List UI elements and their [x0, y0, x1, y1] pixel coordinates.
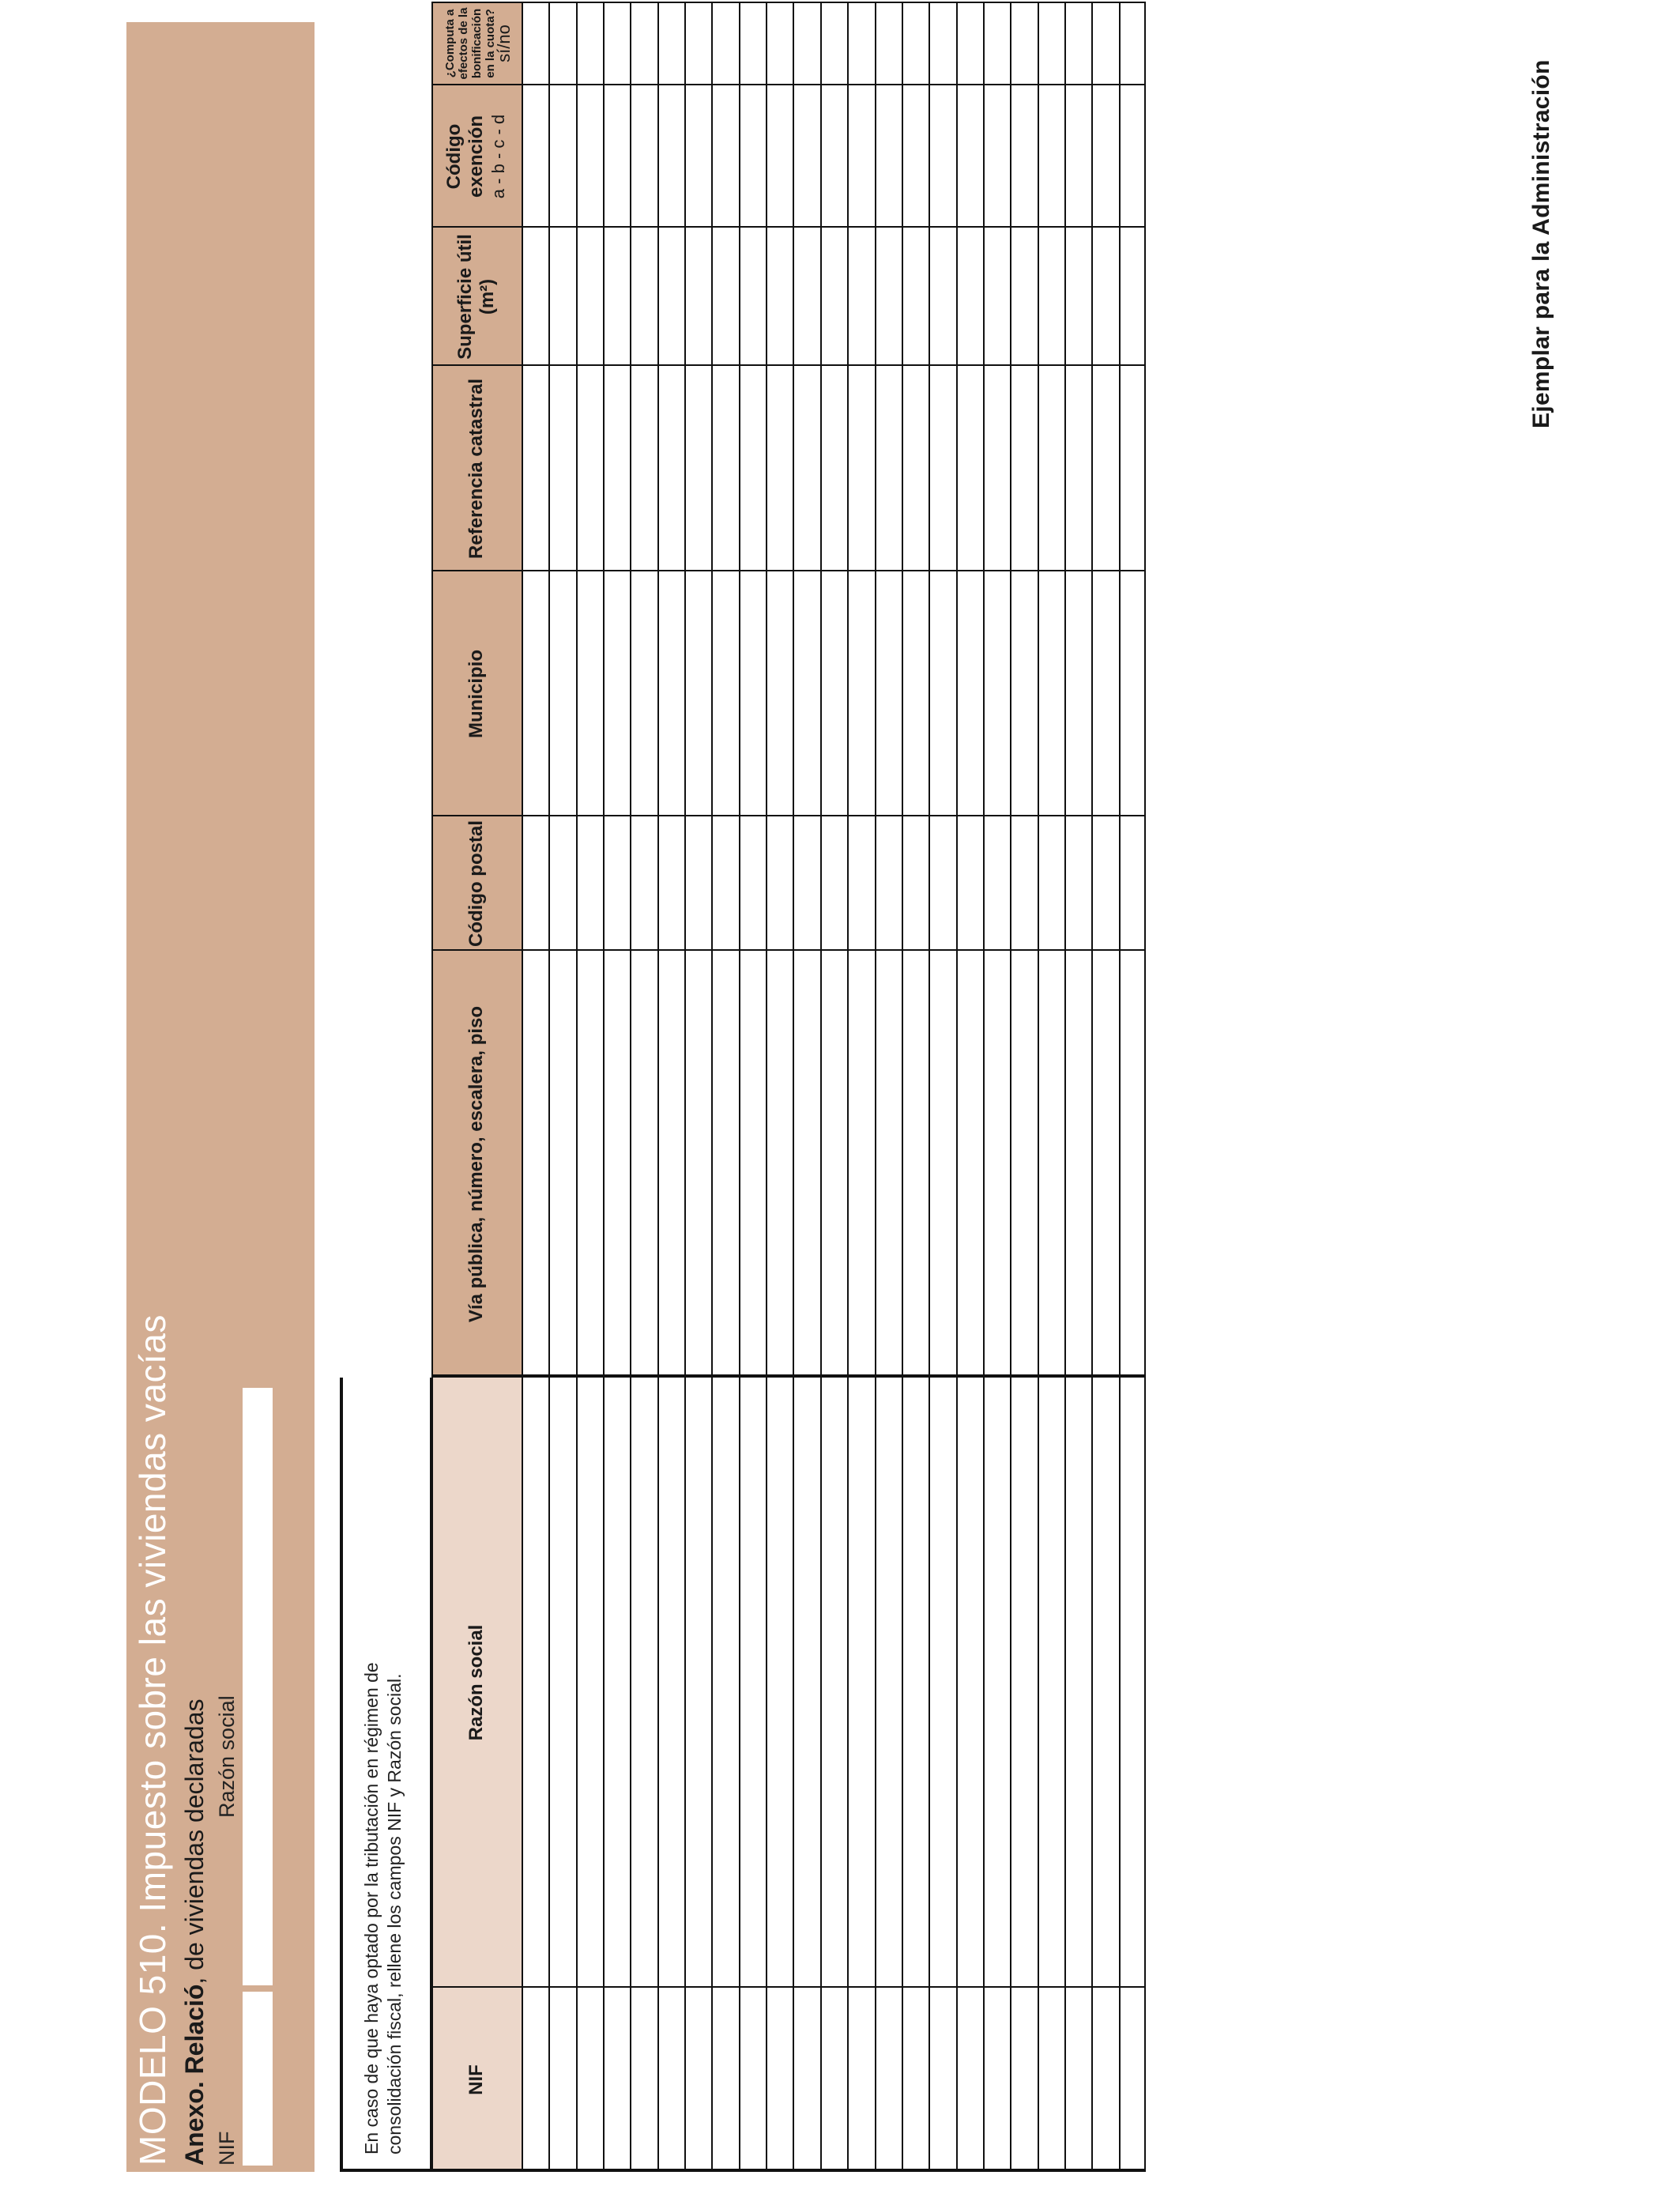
table-cell[interactable]: [875, 2, 902, 85]
table-cell[interactable]: [657, 816, 684, 951]
table-cell[interactable]: [711, 571, 738, 816]
table-cell[interactable]: [576, 1378, 603, 1988]
razon-social-field[interactable]: [243, 1388, 273, 1985]
table-cell[interactable]: [711, 85, 738, 228]
table-cell[interactable]: [630, 1988, 657, 2172]
table-cell[interactable]: [576, 366, 603, 571]
table-cell[interactable]: [548, 1378, 575, 1988]
table-row-rule: [1091, 2, 1093, 2172]
table-cell[interactable]: [548, 1988, 575, 2172]
table-cell[interactable]: [603, 2, 630, 85]
table-cell[interactable]: [522, 228, 548, 366]
viviendas-table: [431, 2, 1146, 2172]
column-header-label: Superficie útil (m²): [454, 234, 498, 360]
table-cell[interactable]: [793, 366, 819, 571]
table-cell[interactable]: [820, 571, 847, 816]
column-header-label: Referencia catastral: [465, 378, 487, 560]
table-cell[interactable]: [1091, 85, 1118, 228]
table-cell[interactable]: [847, 816, 874, 951]
table-cell[interactable]: [983, 85, 1010, 228]
table-cell[interactable]: [902, 366, 929, 571]
table-cell[interactable]: [1091, 2, 1118, 85]
table-cell[interactable]: [1010, 1988, 1037, 2172]
column-header-label: Código postal: [465, 820, 487, 947]
table-cell[interactable]: [902, 2, 929, 85]
consolidation-note: En caso de que haya optado por la tributación en régimen de consolidación fiscal, rellene los campos NIF y Razón social.: [361, 1662, 405, 2154]
table-row-rule: [657, 2, 659, 2172]
table-cell[interactable]: [630, 366, 657, 571]
copy-designation: Ejemplar para la Administración: [1528, 59, 1554, 428]
table-cell[interactable]: [522, 366, 548, 571]
table-cell[interactable]: [576, 1988, 603, 2172]
table-cell[interactable]: [576, 85, 603, 228]
table-cell[interactable]: [684, 951, 711, 1378]
table-cell[interactable]: [522, 2, 548, 85]
table-cell[interactable]: [1038, 366, 1064, 571]
table-cell[interactable]: [956, 1988, 983, 2172]
table-cell[interactable]: [739, 571, 766, 816]
nif-label: NIF: [215, 2131, 239, 2166]
table-row-rule: [956, 2, 958, 2172]
table-row-rule: [1038, 2, 1039, 2172]
table-cell[interactable]: [956, 816, 983, 951]
table-cell[interactable]: [657, 2, 684, 85]
table-cell[interactable]: [820, 228, 847, 366]
table-cell[interactable]: [875, 571, 902, 816]
column-header-codigo-exencion: [431, 85, 522, 228]
table-row-rule: [1144, 2, 1146, 2172]
table-cell[interactable]: [739, 85, 766, 228]
table-cell[interactable]: [630, 571, 657, 816]
column-header-sub: a - b - c - d: [488, 114, 508, 199]
table-cell[interactable]: [1064, 571, 1091, 816]
column-header-municipio: [431, 571, 522, 816]
column-header-label: Vía pública, número, escalera, piso: [465, 1005, 487, 1323]
table-cell[interactable]: [1010, 816, 1037, 951]
table-cell[interactable]: [766, 816, 793, 951]
table-cell[interactable]: [522, 951, 548, 1378]
table-cell[interactable]: [739, 366, 766, 571]
table-cell[interactable]: [766, 1378, 793, 1988]
table-cell[interactable]: [630, 2, 657, 85]
table-cell[interactable]: [793, 1988, 819, 2172]
table-cell[interactable]: [766, 366, 793, 571]
column-header-sub: sí/no: [493, 25, 514, 62]
table-cell[interactable]: [739, 1988, 766, 2172]
column-header-nif: [431, 1988, 522, 2172]
table-cell[interactable]: [630, 1378, 657, 1988]
column-header-label: NIF: [465, 2064, 487, 2095]
table-cell[interactable]: [603, 571, 630, 816]
table-row-rule: [603, 2, 605, 2172]
table-cell[interactable]: [956, 571, 983, 816]
table-cell[interactable]: [548, 366, 575, 571]
table-cell[interactable]: [548, 228, 575, 366]
table-top-rule: [431, 2, 433, 2172]
table-cell[interactable]: [929, 2, 955, 85]
table-cell[interactable]: [684, 228, 711, 366]
table-cell[interactable]: [983, 228, 1010, 366]
table-cell[interactable]: [1091, 571, 1118, 816]
subtitle-bold: Anexo. Relació: [180, 1984, 209, 2166]
table-cell[interactable]: [847, 85, 874, 228]
table-cell[interactable]: [657, 571, 684, 816]
table-cell[interactable]: [956, 1378, 983, 1988]
table-cell[interactable]: [603, 366, 630, 571]
column-header-label: Razón social: [465, 1624, 487, 1741]
form-subtitle: [180, 1698, 209, 2166]
table-cell[interactable]: [684, 2, 711, 85]
table-row-rule: [820, 2, 822, 2172]
table-cell[interactable]: [956, 366, 983, 571]
table-row-rule: [711, 2, 713, 2172]
table-cell[interactable]: [983, 2, 1010, 85]
table-cell[interactable]: [820, 366, 847, 571]
column-header-codigo-postal: [431, 816, 522, 951]
table-row-rule: [1064, 2, 1066, 2172]
table-cell[interactable]: [875, 951, 902, 1378]
table-cell[interactable]: [522, 1988, 548, 2172]
razon-social-label: Razón social: [215, 1695, 239, 1818]
table-cell[interactable]: [956, 2, 983, 85]
table-cell[interactable]: [983, 571, 1010, 816]
table-cell[interactable]: [847, 366, 874, 571]
table-cell[interactable]: [548, 816, 575, 951]
table-cell[interactable]: [1091, 228, 1118, 366]
table-cell[interactable]: [875, 1988, 902, 2172]
table-cell[interactable]: [684, 1988, 711, 2172]
table-cell[interactable]: [1038, 228, 1064, 366]
table-cell[interactable]: [1091, 951, 1118, 1378]
table-cell[interactable]: [847, 951, 874, 1378]
table-cell[interactable]: [820, 816, 847, 951]
table-cell[interactable]: [522, 571, 548, 816]
table-row-rule: [766, 2, 767, 2172]
table-cell[interactable]: [711, 2, 738, 85]
table-cell[interactable]: [603, 228, 630, 366]
form-title: MODELO 510. Impuesto sobre las viviendas vacías: [132, 1314, 173, 2166]
table-cell[interactable]: [929, 228, 955, 366]
table-cell[interactable]: [847, 571, 874, 816]
table-cell[interactable]: [657, 366, 684, 571]
table-cell[interactable]: [548, 951, 575, 1378]
table-row-rule: [630, 2, 631, 2172]
table-cell[interactable]: [1010, 366, 1037, 571]
table-cell[interactable]: [983, 366, 1010, 571]
column-header-via-publica: [431, 951, 522, 1378]
table-cell[interactable]: [766, 951, 793, 1378]
table-row-rule: [929, 2, 930, 2172]
table-cell[interactable]: [1064, 366, 1091, 571]
table-cell[interactable]: [1064, 228, 1091, 366]
table-cell[interactable]: [793, 951, 819, 1378]
table-cell[interactable]: [603, 85, 630, 228]
table-cell[interactable]: [902, 85, 929, 228]
table-cell[interactable]: [847, 1378, 874, 1988]
table-cell[interactable]: [1010, 1378, 1037, 1988]
table-cell[interactable]: [603, 1988, 630, 2172]
table-cell[interactable]: [793, 85, 819, 228]
table-cell[interactable]: [1038, 816, 1064, 951]
column-header-label: Código exención: [443, 115, 487, 198]
table-cell[interactable]: [739, 951, 766, 1378]
table-cell[interactable]: [684, 571, 711, 816]
table-cell[interactable]: [1119, 816, 1146, 951]
table-cell[interactable]: [522, 1378, 548, 1988]
table-cell[interactable]: [875, 85, 902, 228]
table-cell[interactable]: [739, 816, 766, 951]
table-cell[interactable]: [820, 1988, 847, 2172]
table-row-rule: [1010, 2, 1011, 2172]
table-cell[interactable]: [1119, 951, 1146, 1378]
table-cell[interactable]: [929, 366, 955, 571]
table-cell[interactable]: [1119, 1988, 1146, 2172]
table-cell[interactable]: [1038, 2, 1064, 85]
table-cell[interactable]: [548, 2, 575, 85]
table-cell[interactable]: [711, 1988, 738, 2172]
table-cell[interactable]: [820, 951, 847, 1378]
table-cell[interactable]: [902, 1988, 929, 2172]
table-cell[interactable]: [1010, 228, 1037, 366]
table-cell[interactable]: [847, 1988, 874, 2172]
table-cell[interactable]: [902, 228, 929, 366]
table-cell[interactable]: [929, 951, 955, 1378]
table-cell[interactable]: [576, 951, 603, 1378]
table-cell[interactable]: [684, 366, 711, 571]
table-cell[interactable]: [684, 1378, 711, 1988]
header-band: [126, 22, 315, 2172]
table-cell[interactable]: [603, 951, 630, 1378]
table-cell[interactable]: [630, 228, 657, 366]
table-cell[interactable]: [711, 228, 738, 366]
column-header-label: Municipio: [465, 650, 487, 738]
table-cell[interactable]: [1038, 85, 1064, 228]
table-cell[interactable]: [1064, 1988, 1091, 2172]
table-cell[interactable]: [1119, 1378, 1146, 1988]
column-header-referencia-catastral: [431, 366, 522, 571]
table-cell[interactable]: [1010, 951, 1037, 1378]
table-cell[interactable]: [1091, 816, 1118, 951]
table-cell[interactable]: [983, 1988, 1010, 2172]
table-cell[interactable]: [929, 1378, 955, 1988]
table-cell[interactable]: [657, 951, 684, 1378]
table-cell[interactable]: [522, 85, 548, 228]
table-cell[interactable]: [1064, 1378, 1091, 1988]
table-cell[interactable]: [902, 1378, 929, 1988]
table-cell[interactable]: [1010, 571, 1037, 816]
column-header-superficie-util: [431, 228, 522, 366]
table-cell[interactable]: [766, 85, 793, 228]
table-cell[interactable]: [766, 1988, 793, 2172]
table-cell[interactable]: [1010, 2, 1037, 85]
table-row-rule: [684, 2, 686, 2172]
table-cell[interactable]: [522, 816, 548, 951]
table-cell[interactable]: [1119, 571, 1146, 816]
table-cell[interactable]: [548, 85, 575, 228]
table-cell[interactable]: [630, 85, 657, 228]
table-cell[interactable]: [902, 816, 929, 951]
table-cell[interactable]: [820, 1378, 847, 1988]
table-cell[interactable]: [1091, 1988, 1118, 2172]
table-cell[interactable]: [793, 1378, 819, 1988]
table-cell[interactable]: [956, 951, 983, 1378]
table-cell[interactable]: [1064, 2, 1091, 85]
table-row-rule: [548, 2, 550, 2172]
table-cell[interactable]: [1064, 816, 1091, 951]
table-cell[interactable]: [793, 228, 819, 366]
table-row-rule: [902, 2, 903, 2172]
table-cell[interactable]: [1038, 571, 1064, 816]
table-cell[interactable]: [875, 816, 902, 951]
table-cell[interactable]: [929, 816, 955, 951]
column-header-razon-social: [431, 1378, 522, 1988]
table-cell[interactable]: [684, 816, 711, 951]
table-cell[interactable]: [1064, 85, 1091, 228]
table-cell[interactable]: [793, 571, 819, 816]
table-cell[interactable]: [1091, 366, 1118, 571]
table-cell[interactable]: [684, 85, 711, 228]
table-cell[interactable]: [576, 571, 603, 816]
table-cell[interactable]: [793, 2, 819, 85]
table-cell[interactable]: [1119, 85, 1146, 228]
table-cell[interactable]: [603, 1378, 630, 1988]
table-cell[interactable]: [739, 228, 766, 366]
table-row-rule: [847, 2, 849, 2172]
table-cell[interactable]: [956, 85, 983, 228]
table-cell[interactable]: [739, 2, 766, 85]
table-cell[interactable]: [657, 228, 684, 366]
table-row-rule: [522, 2, 523, 2172]
table-cell[interactable]: [1119, 2, 1146, 85]
table-cell[interactable]: [1038, 1988, 1064, 2172]
table-cell[interactable]: [983, 1378, 1010, 1988]
table-cell[interactable]: [1010, 85, 1037, 228]
table-cell[interactable]: [793, 816, 819, 951]
table-cell[interactable]: [983, 816, 1010, 951]
table-cell[interactable]: [657, 1988, 684, 2172]
table-cell[interactable]: [929, 571, 955, 816]
table-cell[interactable]: [956, 228, 983, 366]
table-cell[interactable]: [1038, 951, 1064, 1378]
table-row-rule: [793, 2, 794, 2172]
table-cell[interactable]: [766, 2, 793, 85]
consolidation-note-box: [340, 1378, 433, 2172]
table-cell[interactable]: [576, 2, 603, 85]
table-cell[interactable]: [739, 1378, 766, 1988]
table-cell[interactable]: [820, 2, 847, 85]
table-cell[interactable]: [875, 366, 902, 571]
table-cell[interactable]: [875, 228, 902, 366]
table-cell[interactable]: [847, 228, 874, 366]
table-cell[interactable]: [576, 816, 603, 951]
table-cell[interactable]: [548, 571, 575, 816]
table-row-rule: [739, 2, 740, 2172]
table-cell[interactable]: [630, 816, 657, 951]
subtitle-rest: , de viviendas declaradas: [180, 1698, 209, 1985]
nif-field[interactable]: [243, 1992, 273, 2166]
table-cell[interactable]: [929, 85, 955, 228]
table-cell[interactable]: [603, 816, 630, 951]
table-cell[interactable]: [766, 571, 793, 816]
table-row-rule: [1119, 2, 1121, 2172]
table-cell[interactable]: [820, 85, 847, 228]
table-cell[interactable]: [630, 951, 657, 1378]
table-cell[interactable]: [847, 2, 874, 85]
column-header-label: ¿Computa a efectos de la bonificación en la cuota?: [443, 7, 497, 80]
column-header-bonificacion: [431, 2, 522, 85]
table-cell[interactable]: [875, 1378, 902, 1988]
table-cell[interactable]: [711, 366, 738, 571]
table-cell[interactable]: [1038, 1378, 1064, 1988]
table-row-rule: [576, 2, 578, 2172]
table-cell[interactable]: [983, 951, 1010, 1378]
table-cell[interactable]: [711, 951, 738, 1378]
table-cell[interactable]: [1119, 366, 1146, 571]
table-cell[interactable]: [657, 1378, 684, 1988]
table-cell[interactable]: [929, 1988, 955, 2172]
table-row-rule: [983, 2, 985, 2172]
table-cell[interactable]: [657, 85, 684, 228]
table-cell[interactable]: [1064, 951, 1091, 1378]
table-cell[interactable]: [711, 1378, 738, 1988]
table-cell[interactable]: [766, 228, 793, 366]
table-cell[interactable]: [902, 951, 929, 1378]
table-cell[interactable]: [1091, 1378, 1118, 1988]
table-cell[interactable]: [576, 228, 603, 366]
table-cell[interactable]: [902, 571, 929, 816]
table-cell[interactable]: [1119, 228, 1146, 366]
table-row-rule: [875, 2, 876, 2172]
table-cell[interactable]: [711, 816, 738, 951]
